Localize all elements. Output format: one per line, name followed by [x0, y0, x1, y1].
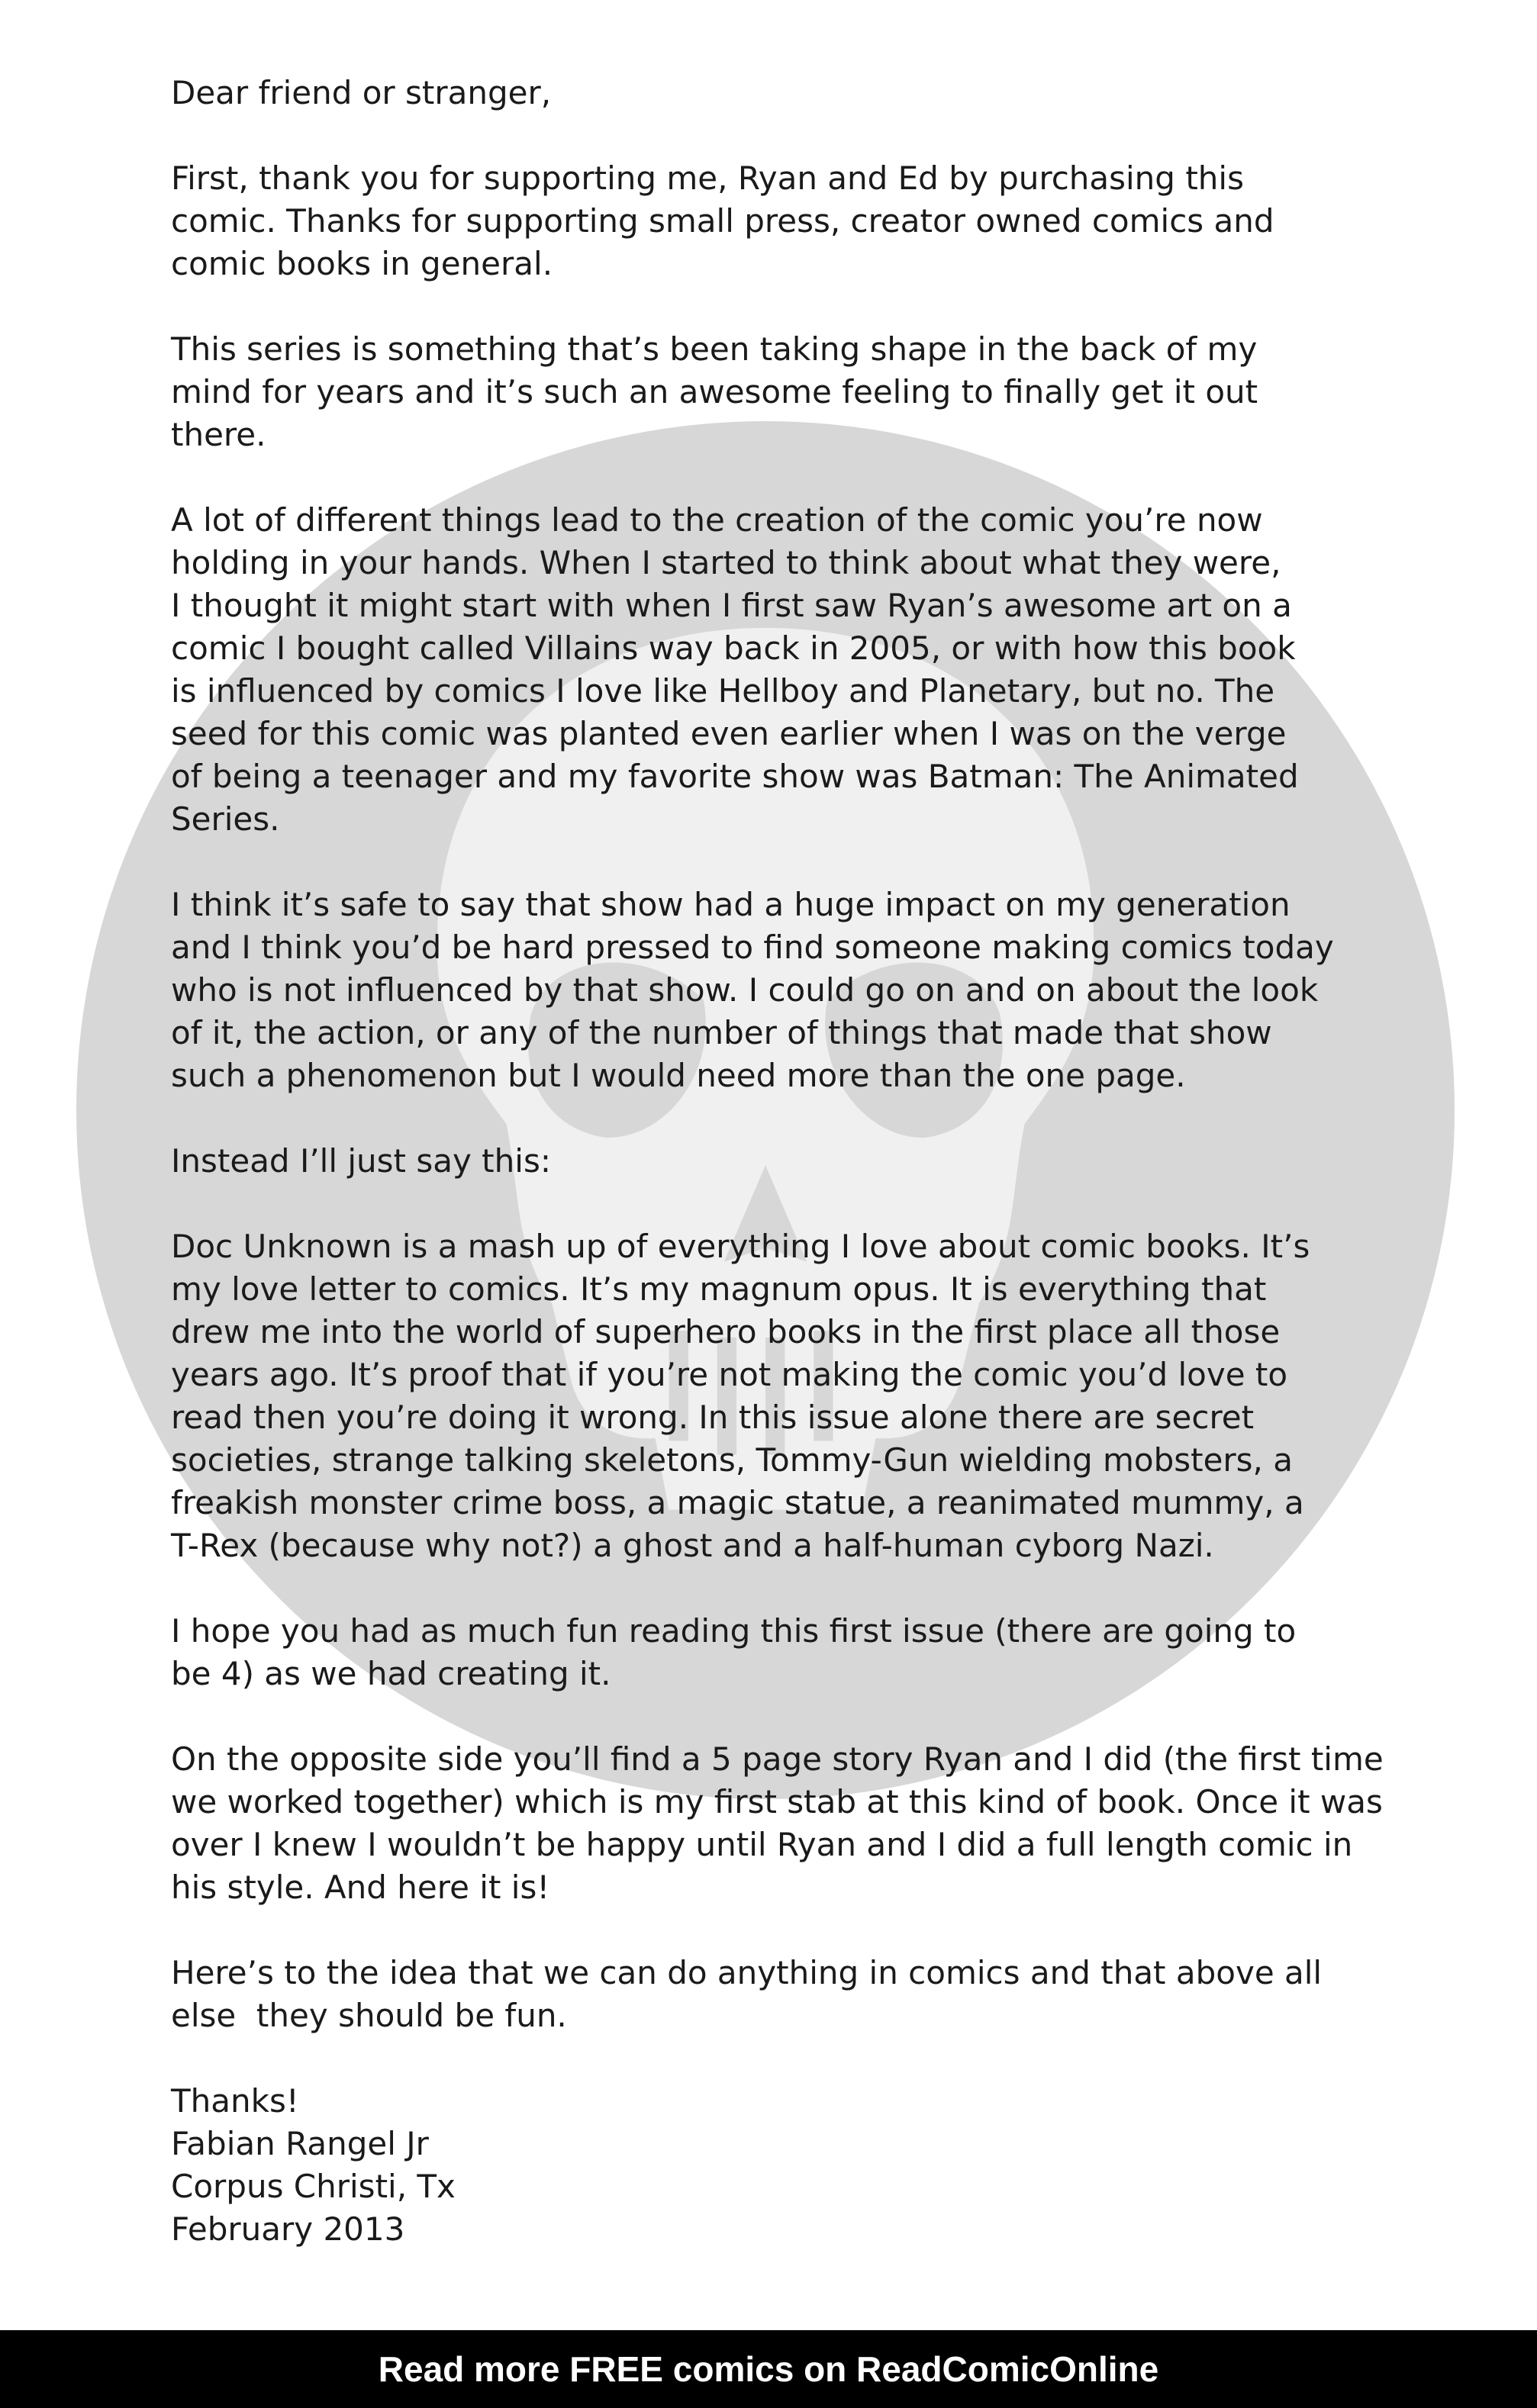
letter-paragraph — [171, 157, 1407, 285]
paragraph-line: we worked together) which is my first stab at this kind of book. Once it was — [171, 1783, 1383, 1820]
paragraph-line: freakish monster crime boss, a magic statue, a reanimated mummy, a — [171, 1484, 1304, 1521]
paragraph-line: there. — [171, 416, 266, 453]
paragraph-line: such a phenomenon but I would need more than the one page. — [171, 1057, 1186, 1094]
signoff-name: Fabian Rangel Jr — [171, 2125, 429, 2162]
letter-paragraph — [171, 1225, 1407, 1567]
paragraph-line: Here’s to the idea that we can do anything in comics and that above all — [171, 1954, 1323, 1991]
paragraph-line: my love letter to comics. It’s my magnum opus. It is everything that — [171, 1270, 1267, 1308]
signoff-location: Corpus Christi, Tx — [171, 2168, 456, 2205]
paragraph-line: First, thank you for supporting me, Ryan and Ed by purchasing this — [171, 159, 1244, 197]
footer-banner — [0, 2330, 1537, 2408]
paragraph-line: his style. And here it is! — [171, 1869, 550, 1906]
paragraph-line: is influenced by comics I love like Hellboy and Planetary, but no. The — [171, 672, 1275, 710]
signoff-closing: Thanks! — [171, 2082, 299, 2120]
paragraph-line: On the opposite side you’ll find a 5 page story Ryan and I did (the first time — [171, 1740, 1384, 1778]
letter-body — [171, 72, 1407, 2251]
paragraph-line: years ago. It’s proof that if you’re not making the comic you’d love to — [171, 1356, 1288, 1393]
letter-paragraph — [171, 884, 1407, 1097]
letter-signoff — [171, 2080, 1407, 2251]
letter-paragraph — [171, 1140, 1407, 1183]
paragraph-line: and I think you’d be hard pressed to find someone making comics today — [171, 929, 1334, 966]
paragraph-line: seed for this comic was planted even earlier when I was on the verge — [171, 715, 1287, 752]
signoff-date: February 2013 — [171, 2210, 405, 2248]
letter-paragraph — [171, 1738, 1407, 1909]
paragraph-line: else they should be fun. — [171, 1997, 567, 2034]
paragraph-line: over I knew I wouldn’t be happy until Ryan and I did a full length comic in — [171, 1826, 1353, 1863]
paragraph-line: comic. Thanks for supporting small press, creator owned comics and — [171, 202, 1274, 240]
letter-paragraph — [171, 1952, 1407, 2037]
paragraph-line: read then you’re doing it wrong. In this issue alone there are secret — [171, 1399, 1255, 1436]
paragraph-line: A lot of different things lead to the creation of the comic you’re now — [171, 501, 1263, 539]
letter-paragraph — [171, 499, 1407, 841]
paragraph-line: comic books in general. — [171, 245, 553, 282]
paragraph-line: drew me into the world of superhero books in the first place all those — [171, 1313, 1281, 1350]
paragraph-line: of being a teenager and my favorite show was Batman: The Animated — [171, 758, 1299, 795]
paragraph-line: I thought it might start with when I first saw Ryan’s awesome art on a — [171, 587, 1292, 624]
paragraph-line: I think it’s safe to say that show had a huge impact on my generation — [171, 886, 1290, 923]
letter-greeting: Dear friend or stranger, — [171, 74, 552, 111]
paragraph-line: This series is something that’s been taking shape in the back of my — [171, 330, 1258, 368]
paragraph-line: comic I bought called Villains way back in 2005, or with how this book — [171, 629, 1296, 667]
paragraph-line: T-Rex (because why not?) a ghost and a half-human cyborg Nazi. — [171, 1527, 1214, 1564]
paragraph-line: holding in your hands. When I started to think about what they were, — [171, 544, 1281, 581]
paragraph-line: societies, strange talking skeletons, Tommy-Gun wielding mobsters, a — [171, 1441, 1293, 1479]
letter-paragraph — [171, 328, 1407, 456]
paragraph-line: Doc Unknown is a mash up of everything I love about comic books. It’s — [171, 1228, 1310, 1265]
paragraph-line: of it, the action, or any of the number of things that made that show — [171, 1014, 1272, 1051]
paragraph-line: be 4) as we had creating it. — [171, 1655, 611, 1692]
paragraph-line: Instead I’ll just say this: — [171, 1142, 551, 1180]
paragraph-line: I hope you had as much fun reading this first issue (there are going to — [171, 1612, 1297, 1650]
letter-paragraph — [171, 1610, 1407, 1695]
footer-promo-link[interactable]: Read more FREE comics on ReadComicOnline — [378, 2349, 1159, 2389]
paragraph-line: mind for years and it’s such an awesome feeling to finally get it out — [171, 373, 1258, 410]
paragraph-line: Series. — [171, 800, 280, 838]
paragraph-line: who is not influenced by that show. I could go on and on about the look — [171, 971, 1319, 1009]
